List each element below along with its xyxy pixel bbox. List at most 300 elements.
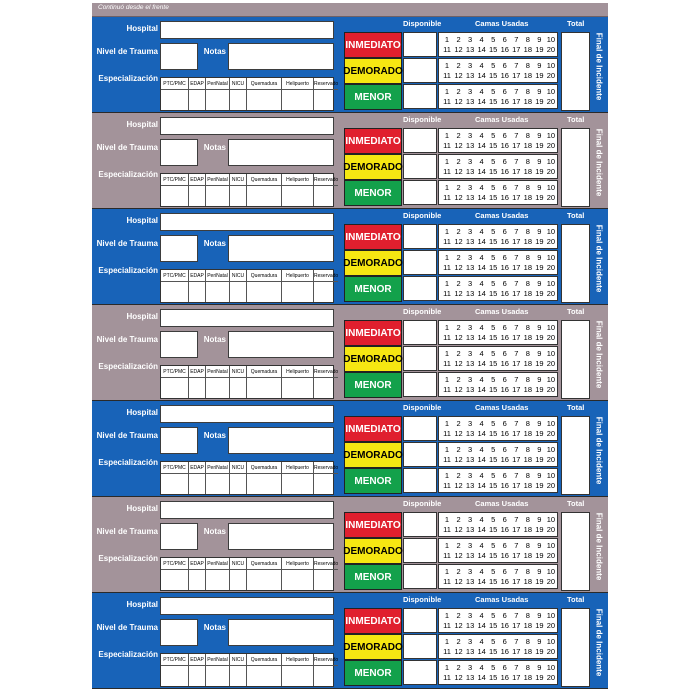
bed-number[interactable]: 16 [500, 359, 509, 368]
spec-cell-reserved[interactable] [314, 474, 338, 494]
bed-number[interactable]: 10 [546, 323, 556, 332]
spec-cell-reserved[interactable] [314, 378, 338, 398]
available-immediate-field[interactable] [403, 416, 437, 441]
bed-number[interactable]: 15 [489, 621, 498, 630]
bed-number[interactable]: 7 [514, 541, 519, 550]
trauma-level-field[interactable] [160, 427, 198, 454]
bed-number[interactable]: 18 [523, 647, 532, 656]
bed-number[interactable]: 8 [525, 87, 530, 96]
bed-number[interactable]: 19 [535, 289, 544, 298]
bed-number[interactable]: 8 [525, 541, 530, 550]
bed-number[interactable]: 12 [454, 577, 463, 586]
bed-number[interactable]: 13 [465, 71, 475, 80]
bed-number[interactable]: 11 [443, 71, 451, 80]
available-minor-field[interactable] [403, 564, 437, 589]
bed-number[interactable]: 7 [514, 419, 519, 428]
bed-number[interactable]: 20 [546, 71, 556, 80]
bed-number[interactable]: 7 [514, 61, 519, 70]
spec-cell-reserved[interactable] [314, 186, 338, 206]
available-immediate-field[interactable] [403, 32, 437, 57]
bed-number[interactable]: 3 [468, 279, 473, 288]
bed-number[interactable]: 17 [512, 481, 521, 490]
bed-number[interactable]: 14 [477, 429, 486, 438]
bed-number[interactable]: 17 [512, 647, 521, 656]
bed-number[interactable]: 18 [523, 237, 532, 246]
bed-number[interactable]: 8 [525, 445, 530, 454]
bed-number[interactable]: 16 [500, 577, 509, 586]
bed-number[interactable]: 20 [546, 237, 556, 246]
total-field[interactable] [561, 224, 590, 303]
bed-number[interactable]: 4 [479, 35, 484, 44]
bed-number[interactable]: 17 [512, 263, 521, 272]
bed-number[interactable]: 5 [491, 183, 496, 192]
bed-number[interactable]: 12 [454, 263, 463, 272]
bed-number[interactable]: 5 [491, 227, 496, 236]
bed-number[interactable]: 7 [514, 279, 519, 288]
bed-number[interactable]: 17 [512, 141, 521, 150]
bed-number[interactable]: 15 [489, 237, 498, 246]
bed-number[interactable]: 5 [491, 637, 496, 646]
bed-number[interactable]: 15 [489, 193, 498, 202]
bed-number[interactable]: 9 [537, 471, 542, 480]
bed-number[interactable]: 10 [546, 515, 556, 524]
bed-number[interactable]: 11 [443, 237, 451, 246]
bed-number[interactable]: 7 [514, 183, 519, 192]
bed-number[interactable]: 2 [456, 349, 461, 358]
total-field[interactable] [561, 512, 590, 591]
trauma-level-field[interactable] [160, 235, 198, 262]
bed-number[interactable]: 2 [456, 157, 461, 166]
bed-number[interactable]: 4 [479, 279, 484, 288]
bed-number[interactable]: 6 [502, 253, 507, 262]
bed-number[interactable]: 4 [479, 323, 484, 332]
available-delayed-field[interactable] [403, 442, 437, 467]
bed-number[interactable]: 16 [500, 429, 509, 438]
bed-number[interactable]: 13 [465, 45, 475, 54]
bed-number[interactable]: 8 [525, 419, 530, 428]
bed-number[interactable]: 14 [477, 237, 486, 246]
notes-field[interactable] [228, 139, 334, 166]
bed-number[interactable]: 17 [512, 237, 521, 246]
available-immediate-field[interactable] [403, 224, 437, 249]
spec-cell-edap[interactable] [189, 90, 206, 110]
bed-number[interactable]: 7 [514, 567, 519, 576]
bed-number[interactable]: 1 [444, 323, 450, 332]
hospital-name-field[interactable] [160, 21, 334, 39]
bed-number[interactable]: 16 [500, 193, 509, 202]
bed-number[interactable]: 12 [454, 359, 463, 368]
bed-number[interactable]: 18 [523, 71, 532, 80]
bed-number[interactable]: 1 [444, 253, 450, 262]
bed-number[interactable]: 8 [525, 349, 530, 358]
bed-number[interactable]: 1 [444, 87, 450, 96]
bed-number[interactable]: 14 [477, 647, 486, 656]
bed-number[interactable]: 18 [523, 141, 532, 150]
spec-cell-perinatal[interactable] [206, 474, 230, 494]
bed-number[interactable]: 3 [468, 375, 473, 384]
bed-number[interactable]: 15 [489, 385, 498, 394]
bed-number[interactable]: 17 [512, 525, 521, 534]
bed-number[interactable]: 14 [477, 481, 486, 490]
bed-number[interactable]: 17 [512, 621, 521, 630]
bed-number[interactable]: 8 [525, 471, 530, 480]
bed-number[interactable]: 20 [546, 551, 556, 560]
bed-number[interactable]: 20 [546, 673, 556, 682]
bed-number[interactable]: 13 [465, 429, 475, 438]
bed-number[interactable]: 17 [512, 577, 521, 586]
bed-number[interactable]: 16 [500, 673, 509, 682]
bed-number[interactable]: 9 [537, 663, 542, 672]
bed-number[interactable]: 2 [456, 471, 461, 480]
bed-number[interactable]: 20 [546, 167, 556, 176]
bed-number[interactable]: 20 [546, 45, 556, 54]
bed-number[interactable]: 11 [443, 525, 451, 534]
spec-cell-edap[interactable] [189, 570, 206, 590]
bed-number[interactable]: 6 [502, 157, 507, 166]
available-immediate-field[interactable] [403, 512, 437, 537]
bed-number[interactable]: 4 [479, 419, 484, 428]
bed-number[interactable]: 20 [546, 193, 556, 202]
bed-number[interactable]: 16 [500, 45, 509, 54]
bed-number[interactable]: 18 [523, 551, 532, 560]
bed-number[interactable]: 8 [525, 183, 530, 192]
bed-number[interactable]: 16 [500, 647, 509, 656]
bed-number[interactable]: 16 [500, 71, 509, 80]
bed-number[interactable]: 9 [537, 131, 542, 140]
bed-number[interactable]: 2 [456, 541, 461, 550]
bed-number[interactable]: 15 [489, 71, 498, 80]
bed-number[interactable]: 19 [535, 359, 544, 368]
bed-number[interactable]: 11 [443, 45, 451, 54]
bed-number[interactable]: 11 [443, 577, 451, 586]
bed-number[interactable]: 9 [537, 611, 542, 620]
bed-number[interactable]: 4 [479, 541, 484, 550]
bed-number[interactable]: 3 [468, 515, 473, 524]
bed-number[interactable]: 3 [468, 227, 473, 236]
bed-number[interactable]: 15 [489, 333, 498, 342]
bed-number[interactable]: 5 [491, 61, 496, 70]
bed-number[interactable]: 10 [546, 567, 556, 576]
bed-number[interactable]: 17 [512, 45, 521, 54]
bed-number[interactable]: 4 [479, 663, 484, 672]
bed-number[interactable]: 15 [489, 359, 498, 368]
bed-number[interactable]: 14 [477, 141, 486, 150]
bed-number[interactable]: 10 [546, 541, 556, 550]
bed-number[interactable]: 7 [514, 253, 519, 262]
bed-number[interactable]: 6 [502, 611, 507, 620]
bed-number[interactable]: 5 [491, 515, 496, 524]
available-minor-field[interactable] [403, 372, 437, 397]
available-delayed-field[interactable] [403, 250, 437, 275]
bed-number[interactable]: 5 [491, 131, 496, 140]
bed-number[interactable]: 20 [546, 481, 556, 490]
spec-cell-edap[interactable] [189, 378, 206, 398]
bed-number[interactable]: 13 [465, 359, 475, 368]
bed-number[interactable]: 9 [537, 253, 542, 262]
bed-number[interactable]: 13 [465, 193, 475, 202]
bed-number[interactable]: 7 [514, 637, 519, 646]
bed-number[interactable]: 15 [489, 263, 498, 272]
bed-number[interactable]: 14 [477, 97, 486, 106]
bed-number[interactable]: 3 [468, 349, 473, 358]
bed-number[interactable]: 15 [489, 673, 498, 682]
bed-number[interactable]: 4 [479, 567, 484, 576]
spec-cell-helipad[interactable] [282, 90, 314, 110]
trauma-level-field[interactable] [160, 523, 198, 550]
bed-number[interactable]: 19 [535, 141, 544, 150]
bed-number[interactable]: 6 [502, 87, 507, 96]
bed-number[interactable]: 19 [535, 455, 544, 464]
bed-number[interactable]: 12 [454, 621, 463, 630]
bed-number[interactable]: 11 [443, 621, 451, 630]
bed-number[interactable]: 6 [502, 419, 507, 428]
bed-number[interactable]: 13 [465, 481, 475, 490]
bed-number[interactable]: 10 [546, 131, 556, 140]
bed-number[interactable]: 11 [443, 167, 451, 176]
bed-number[interactable]: 19 [535, 193, 544, 202]
bed-number[interactable]: 20 [546, 429, 556, 438]
bed-number[interactable]: 1 [444, 637, 450, 646]
bed-number[interactable]: 18 [523, 481, 532, 490]
bed-number[interactable]: 19 [535, 481, 544, 490]
bed-number[interactable]: 9 [537, 183, 542, 192]
available-minor-field[interactable] [403, 180, 437, 205]
available-immediate-field[interactable] [403, 320, 437, 345]
bed-number[interactable]: 12 [454, 673, 463, 682]
bed-number[interactable]: 12 [454, 237, 463, 246]
total-field[interactable] [561, 608, 590, 687]
bed-number[interactable]: 13 [465, 237, 475, 246]
bed-number[interactable]: 18 [523, 333, 532, 342]
spec-cell-reserved[interactable] [314, 666, 338, 686]
total-field[interactable] [561, 416, 590, 495]
bed-number[interactable]: 8 [525, 567, 530, 576]
bed-number[interactable]: 12 [454, 141, 463, 150]
bed-number[interactable]: 4 [479, 87, 484, 96]
bed-number[interactable]: 4 [479, 375, 484, 384]
spec-cell-helipad[interactable] [282, 186, 314, 206]
bed-number[interactable]: 3 [468, 87, 473, 96]
bed-number[interactable]: 5 [491, 87, 496, 96]
hospital-name-field[interactable] [160, 309, 334, 327]
bed-number[interactable]: 6 [502, 61, 507, 70]
available-delayed-field[interactable] [403, 58, 437, 83]
bed-number[interactable]: 9 [537, 279, 542, 288]
bed-number[interactable]: 15 [489, 429, 498, 438]
bed-number[interactable]: 5 [491, 471, 496, 480]
bed-number[interactable]: 11 [443, 647, 451, 656]
bed-number[interactable]: 7 [514, 131, 519, 140]
bed-number[interactable]: 10 [546, 663, 556, 672]
bed-number[interactable]: 6 [502, 541, 507, 550]
bed-number[interactable]: 8 [525, 323, 530, 332]
bed-number[interactable]: 14 [477, 577, 486, 586]
bed-number[interactable]: 2 [456, 87, 461, 96]
bed-number[interactable]: 15 [489, 551, 498, 560]
bed-number[interactable]: 6 [502, 35, 507, 44]
bed-number[interactable]: 17 [512, 455, 521, 464]
bed-number[interactable]: 11 [443, 481, 451, 490]
bed-number[interactable]: 5 [491, 611, 496, 620]
bed-number[interactable]: 10 [546, 87, 556, 96]
bed-number[interactable]: 1 [444, 515, 450, 524]
bed-number[interactable]: 11 [443, 141, 451, 150]
bed-number[interactable]: 1 [444, 663, 450, 672]
bed-number[interactable]: 6 [502, 663, 507, 672]
bed-number[interactable]: 18 [523, 621, 532, 630]
bed-number[interactable]: 16 [500, 525, 509, 534]
bed-number[interactable]: 19 [535, 525, 544, 534]
spec-cell-perinatal[interactable] [206, 186, 230, 206]
spec-cell-nicu[interactable] [230, 90, 247, 110]
bed-number[interactable]: 12 [454, 167, 463, 176]
bed-number[interactable]: 20 [546, 577, 556, 586]
spec-cell-nicu[interactable] [230, 378, 247, 398]
bed-number[interactable]: 4 [479, 183, 484, 192]
bed-number[interactable]: 4 [479, 471, 484, 480]
bed-number[interactable]: 13 [465, 167, 475, 176]
bed-number[interactable]: 6 [502, 515, 507, 524]
bed-number[interactable]: 3 [468, 35, 473, 44]
bed-number[interactable]: 9 [537, 375, 542, 384]
bed-number[interactable]: 12 [454, 385, 463, 394]
bed-number[interactable]: 8 [525, 375, 530, 384]
bed-number[interactable]: 6 [502, 567, 507, 576]
spec-cell-burn[interactable] [247, 378, 282, 398]
bed-number[interactable]: 2 [456, 637, 461, 646]
bed-number[interactable]: 2 [456, 61, 461, 70]
bed-number[interactable]: 20 [546, 359, 556, 368]
bed-number[interactable]: 14 [477, 333, 486, 342]
bed-number[interactable]: 6 [502, 131, 507, 140]
bed-number[interactable]: 2 [456, 253, 461, 262]
notes-field[interactable] [228, 43, 334, 70]
notes-field[interactable] [228, 427, 334, 454]
bed-number[interactable]: 18 [523, 429, 532, 438]
spec-cell-ptc[interactable] [161, 474, 189, 494]
spec-cell-edap[interactable] [189, 282, 206, 302]
bed-number[interactable]: 5 [491, 541, 496, 550]
bed-number[interactable]: 9 [537, 35, 542, 44]
bed-number[interactable]: 1 [444, 349, 450, 358]
bed-number[interactable]: 18 [523, 673, 532, 682]
bed-number[interactable]: 18 [523, 525, 532, 534]
bed-number[interactable]: 16 [500, 551, 509, 560]
bed-number[interactable]: 18 [523, 193, 532, 202]
bed-number[interactable]: 15 [489, 455, 498, 464]
spec-cell-helipad[interactable] [282, 378, 314, 398]
total-field[interactable] [561, 320, 590, 399]
bed-number[interactable]: 12 [454, 455, 463, 464]
bed-number[interactable]: 3 [468, 323, 473, 332]
available-delayed-field[interactable] [403, 154, 437, 179]
bed-number[interactable]: 3 [468, 663, 473, 672]
available-minor-field[interactable] [403, 660, 437, 685]
bed-number[interactable]: 20 [546, 333, 556, 342]
bed-number[interactable]: 9 [537, 637, 542, 646]
bed-number[interactable]: 16 [500, 167, 509, 176]
spec-cell-perinatal[interactable] [206, 282, 230, 302]
bed-number[interactable]: 18 [523, 577, 532, 586]
bed-number[interactable]: 14 [477, 525, 486, 534]
bed-number[interactable]: 15 [489, 97, 498, 106]
bed-number[interactable]: 14 [477, 71, 486, 80]
bed-number[interactable]: 12 [454, 647, 463, 656]
bed-number[interactable]: 10 [546, 375, 556, 384]
bed-number[interactable]: 10 [546, 279, 556, 288]
bed-number[interactable]: 3 [468, 541, 473, 550]
spec-cell-reserved[interactable] [314, 90, 338, 110]
total-field[interactable] [561, 128, 590, 207]
bed-number[interactable]: 9 [537, 157, 542, 166]
bed-number[interactable]: 6 [502, 445, 507, 454]
bed-number[interactable]: 3 [468, 567, 473, 576]
bed-number[interactable]: 15 [489, 481, 498, 490]
bed-number[interactable]: 2 [456, 419, 461, 428]
bed-number[interactable]: 10 [546, 61, 556, 70]
bed-number[interactable]: 19 [535, 673, 544, 682]
bed-number[interactable]: 3 [468, 253, 473, 262]
bed-number[interactable]: 15 [489, 167, 498, 176]
bed-number[interactable]: 17 [512, 289, 521, 298]
bed-number[interactable]: 15 [489, 45, 498, 54]
bed-number[interactable]: 14 [477, 45, 486, 54]
bed-number[interactable]: 3 [468, 157, 473, 166]
bed-number[interactable]: 8 [525, 61, 530, 70]
spec-cell-burn[interactable] [247, 90, 282, 110]
bed-number[interactable]: 1 [444, 131, 450, 140]
bed-number[interactable]: 9 [537, 87, 542, 96]
bed-number[interactable]: 10 [546, 227, 556, 236]
bed-number[interactable]: 5 [491, 323, 496, 332]
bed-number[interactable]: 18 [523, 359, 532, 368]
bed-number[interactable]: 20 [546, 455, 556, 464]
bed-number[interactable]: 13 [465, 333, 475, 342]
bed-number[interactable]: 4 [479, 349, 484, 358]
bed-number[interactable]: 10 [546, 35, 556, 44]
bed-number[interactable]: 13 [465, 673, 475, 682]
bed-number[interactable]: 6 [502, 637, 507, 646]
bed-number[interactable]: 4 [479, 637, 484, 646]
available-delayed-field[interactable] [403, 634, 437, 659]
notes-field[interactable] [228, 235, 334, 262]
bed-number[interactable]: 12 [454, 71, 463, 80]
bed-number[interactable]: 17 [512, 359, 521, 368]
bed-number[interactable]: 10 [546, 471, 556, 480]
bed-number[interactable]: 14 [477, 289, 486, 298]
bed-number[interactable]: 16 [500, 455, 509, 464]
bed-number[interactable]: 12 [454, 525, 463, 534]
bed-number[interactable]: 13 [465, 385, 475, 394]
bed-number[interactable]: 19 [535, 97, 544, 106]
bed-number[interactable]: 11 [443, 429, 451, 438]
bed-number[interactable]: 11 [443, 263, 451, 272]
bed-number[interactable]: 7 [514, 35, 519, 44]
spec-cell-nicu[interactable] [230, 474, 247, 494]
bed-number[interactable]: 18 [523, 263, 532, 272]
spec-cell-edap[interactable] [189, 186, 206, 206]
bed-number[interactable]: 10 [546, 419, 556, 428]
spec-cell-helipad[interactable] [282, 474, 314, 494]
bed-number[interactable]: 17 [512, 385, 521, 394]
bed-number[interactable]: 12 [454, 551, 463, 560]
bed-number[interactable]: 4 [479, 611, 484, 620]
bed-number[interactable]: 20 [546, 385, 556, 394]
bed-number[interactable]: 13 [465, 525, 475, 534]
bed-number[interactable]: 8 [525, 227, 530, 236]
bed-number[interactable]: 8 [525, 253, 530, 262]
bed-number[interactable]: 17 [512, 551, 521, 560]
